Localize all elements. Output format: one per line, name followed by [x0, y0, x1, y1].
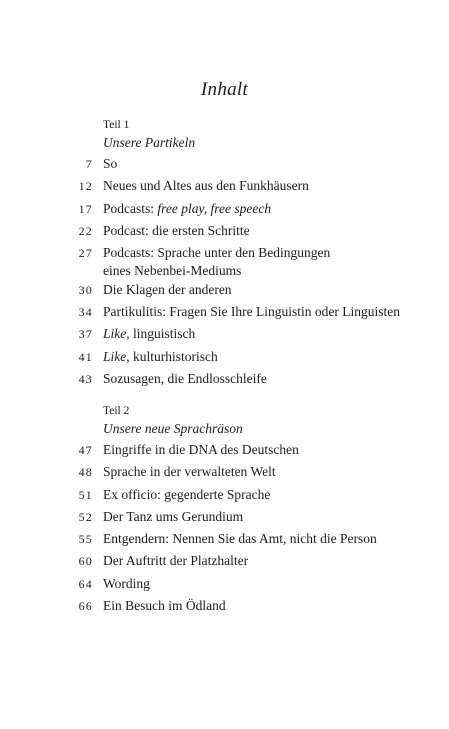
entry-title — [103, 348, 403, 366]
page-number: 34 — [78, 304, 93, 319]
entry-text: Die Klagen der anderen — [103, 281, 232, 297]
page-number: 30 — [78, 282, 93, 297]
toc-entry — [0, 486, 449, 508]
entry-title — [103, 222, 403, 240]
entry-text: Ein Besuch im Ödland — [103, 598, 226, 614]
toc-entry — [0, 303, 449, 325]
toc-entry — [0, 597, 449, 619]
toc-entry — [0, 325, 449, 347]
entry-title — [103, 325, 403, 343]
entry-title — [103, 370, 403, 388]
page-title: Inhalt — [200, 79, 249, 100]
entry-text: Podcasts: — [103, 200, 158, 216]
toc-entry — [0, 508, 449, 530]
page-number: 43 — [78, 371, 93, 386]
page-number: 22 — [78, 223, 93, 238]
page-number: 51 — [78, 487, 93, 502]
toc-entry — [0, 552, 449, 574]
part-subtitle: Unsere neue Sprachräson — [103, 421, 243, 436]
toc-entry — [0, 281, 449, 303]
entry-italic: Like — [103, 348, 127, 364]
page-number: 12 — [78, 179, 93, 194]
entry-title — [103, 552, 403, 570]
entry-text: Wording — [103, 575, 150, 591]
entry-text: , linguistisch — [126, 326, 196, 342]
toc-entry — [0, 177, 449, 199]
entry-italic: Like — [103, 326, 127, 342]
entry-text: Podcasts: Sprache unter den Bedingungen — [103, 245, 331, 261]
entry-title — [103, 530, 403, 548]
toc-entry — [0, 441, 449, 463]
part-label: Teil 2 — [103, 405, 130, 417]
entry-title — [103, 463, 403, 481]
entry-text: Entgendern: Nennen Sie das Amt, nicht die Person — [103, 531, 377, 547]
page-number: 17 — [78, 201, 93, 216]
entry-title — [103, 486, 403, 504]
entry-title — [103, 200, 403, 218]
entry-text: Eingriffe in die DNA des Deutschen — [103, 442, 299, 457]
part-1-header — [103, 118, 195, 152]
toc-entry — [0, 463, 449, 485]
page-number: 7 — [85, 157, 93, 171]
toc-entry — [0, 348, 449, 370]
toc-entry — [0, 200, 449, 222]
entry-text: Der Tanz ums Gerundium — [103, 508, 244, 524]
toc-list-part-2 — [0, 441, 449, 619]
entry-title — [103, 155, 403, 173]
entry-title — [103, 441, 403, 459]
entry-text: Neues und Altes aus den Funkhäusern — [103, 178, 309, 194]
entry-title — [103, 281, 403, 299]
page-number: 27 — [78, 246, 93, 261]
entry-text: Partikulitis: Fragen Sie Ihre Linguistin oder Linguisten — [103, 303, 400, 319]
part-2-header — [103, 404, 243, 438]
page-number: 52 — [78, 509, 93, 524]
entry-text: Sprache in der verwalteten Welt — [103, 464, 276, 480]
entry-text: Podcast: die ersten Schritte — [103, 222, 250, 238]
toc-entry — [0, 370, 449, 392]
page-number: 47 — [78, 443, 93, 457]
entry-text: , kulturhistorisch — [126, 348, 218, 364]
toc-entry — [0, 222, 449, 244]
toc-entry — [0, 575, 449, 597]
page-number: 64 — [78, 576, 93, 591]
entry-text: So — [103, 156, 118, 171]
page-number: 37 — [78, 327, 93, 342]
entry-title — [103, 508, 403, 526]
page-number: 55 — [78, 532, 93, 547]
page-number: 41 — [78, 349, 93, 364]
entry-title — [103, 575, 403, 593]
toc-entry — [0, 155, 449, 177]
entry-text: Ex officio: gegenderte Sprache — [103, 486, 271, 502]
entry-title — [103, 177, 403, 195]
page-number: 48 — [78, 465, 93, 480]
entry-text-continued: eines Nebenbei-Mediums — [103, 263, 242, 279]
entry-title — [103, 597, 403, 615]
page-number: 66 — [78, 599, 93, 614]
entry-text: Sozusagen, die Endlosschleife — [103, 370, 267, 386]
part-subtitle: Unsere Partikeln — [103, 135, 196, 150]
toc-entry — [0, 244, 449, 281]
entry-title — [103, 303, 403, 321]
part-label: Teil 1 — [103, 119, 130, 131]
entry-title — [103, 244, 403, 280]
toc-entry — [0, 530, 449, 552]
entry-italic: free play, free speech — [157, 200, 272, 216]
page-number: 60 — [78, 554, 93, 569]
toc-list-part-1 — [0, 155, 449, 392]
entry-text: Der Auftritt der Platzhalter — [103, 553, 249, 569]
